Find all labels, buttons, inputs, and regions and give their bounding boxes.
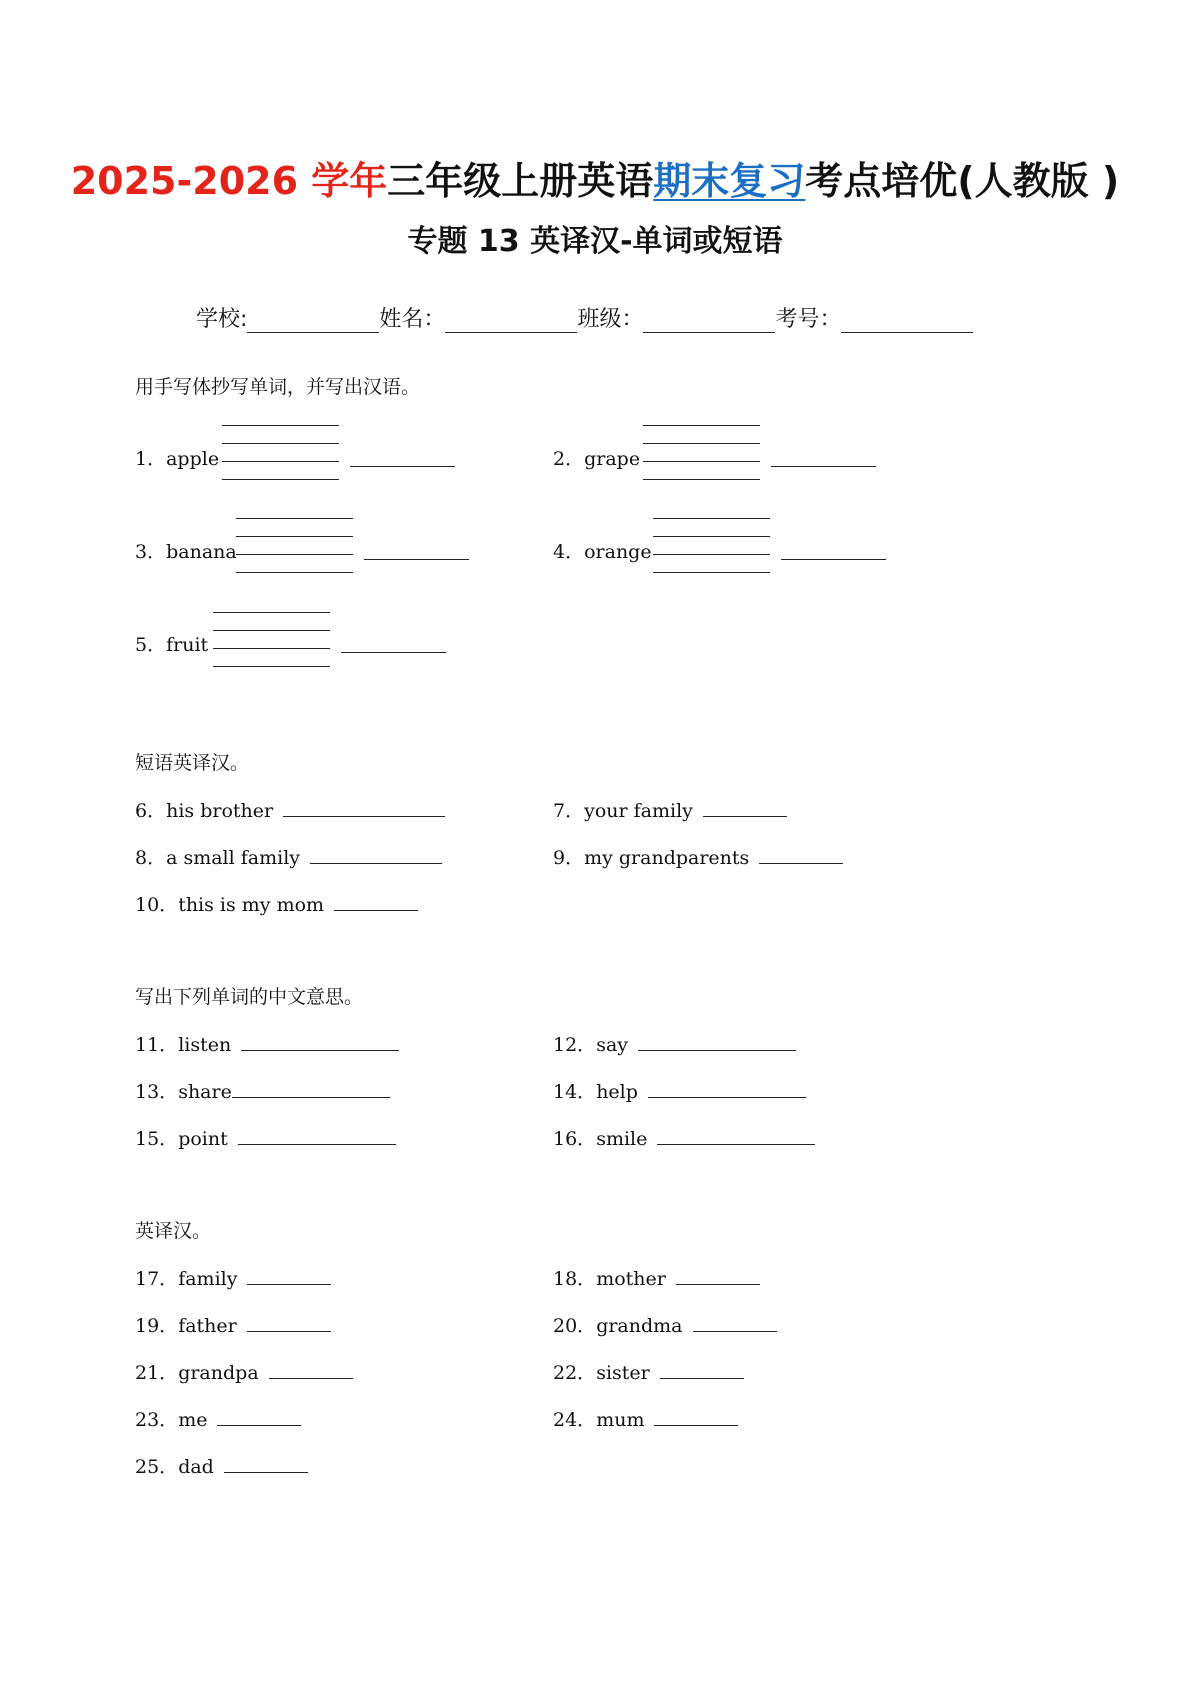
answer-blank[interactable] xyxy=(703,798,787,817)
class-blank[interactable] xyxy=(643,310,775,333)
title-review: 期末复习 xyxy=(653,159,806,203)
answer-blank[interactable] xyxy=(247,1266,331,1285)
list-item: 16．smile xyxy=(553,1124,815,1151)
answer-blank[interactable] xyxy=(232,1079,390,1098)
list-item: 4．orange xyxy=(553,541,652,563)
answer-blank[interactable] xyxy=(660,1360,744,1379)
answer-blank[interactable] xyxy=(648,1079,806,1098)
name-label: 姓名： xyxy=(379,307,446,332)
answer-blank[interactable] xyxy=(638,1032,796,1051)
page-subtitle: 专题 13 英译汉-单词或短语 xyxy=(407,224,783,259)
list-item: 18．mother xyxy=(553,1264,760,1291)
title-grade: 三年级上册英语 xyxy=(387,159,654,203)
answer-blank[interactable] xyxy=(217,1407,301,1426)
school-blank[interactable] xyxy=(247,310,379,333)
answer-blank[interactable] xyxy=(224,1454,308,1473)
list-item: 2．grape xyxy=(553,448,641,470)
answer-blank[interactable] xyxy=(310,845,442,864)
answer-blank[interactable] xyxy=(334,892,418,911)
list-item: 8．a small family xyxy=(135,843,442,870)
section3-heading: 写出下列单词的中文意思。 xyxy=(135,986,364,1008)
name-blank[interactable] xyxy=(445,310,577,333)
page-title xyxy=(0,150,1190,205)
list-item: 20．grandma xyxy=(553,1311,777,1338)
list-item: 15．point xyxy=(135,1124,396,1151)
list-item: 1．apple xyxy=(135,448,220,470)
list-item: 10．this is my mom xyxy=(135,890,418,917)
answer-blank[interactable] xyxy=(241,1032,399,1051)
answer-blank[interactable] xyxy=(247,1313,331,1332)
list-item: 22．sister xyxy=(553,1358,744,1385)
title-year: 2025-2026 学年 xyxy=(70,159,388,203)
answer-blank[interactable] xyxy=(693,1313,777,1332)
list-item: 7．your family xyxy=(553,796,787,823)
list-item: 11．listen xyxy=(135,1030,399,1057)
list-item: 21．grandpa xyxy=(135,1358,353,1385)
list-item: 3．banana xyxy=(135,541,237,563)
id-blank[interactable] xyxy=(841,310,973,333)
list-item: 5．fruit xyxy=(135,634,209,656)
list-item: 9．my grandparents xyxy=(553,843,843,870)
list-item: 13．share xyxy=(135,1077,390,1104)
answer-blank[interactable] xyxy=(269,1360,353,1379)
answer-blank[interactable] xyxy=(238,1126,396,1145)
answer-blank[interactable] xyxy=(676,1266,760,1285)
list-item: 14．help xyxy=(553,1077,806,1104)
title-edition: 考点培优(人教版 ) xyxy=(805,159,1120,203)
list-item: 6．his brother xyxy=(135,796,445,823)
answer-blank[interactable] xyxy=(657,1126,815,1145)
list-item: 23．me xyxy=(135,1405,301,1432)
answer-blank[interactable] xyxy=(654,1407,738,1426)
student-info-row xyxy=(196,302,973,333)
list-item: 25．dad xyxy=(135,1452,308,1479)
list-item: 24．mum xyxy=(553,1405,738,1432)
list-item: 17．family xyxy=(135,1264,331,1291)
section2-heading: 短语英译汉。 xyxy=(135,752,250,774)
section4-heading: 英译汉。 xyxy=(135,1220,212,1242)
school-label: 学校: xyxy=(196,307,248,332)
list-item: 12．say xyxy=(553,1030,796,1057)
answer-blank[interactable] xyxy=(759,845,843,864)
section1-heading: 用手写体抄写单词，并写出汉语。 xyxy=(135,376,421,398)
id-label: 考号： xyxy=(775,307,842,332)
class-label: 班级： xyxy=(577,307,644,332)
list-item: 19．father xyxy=(135,1311,331,1338)
answer-blank[interactable] xyxy=(283,798,445,817)
